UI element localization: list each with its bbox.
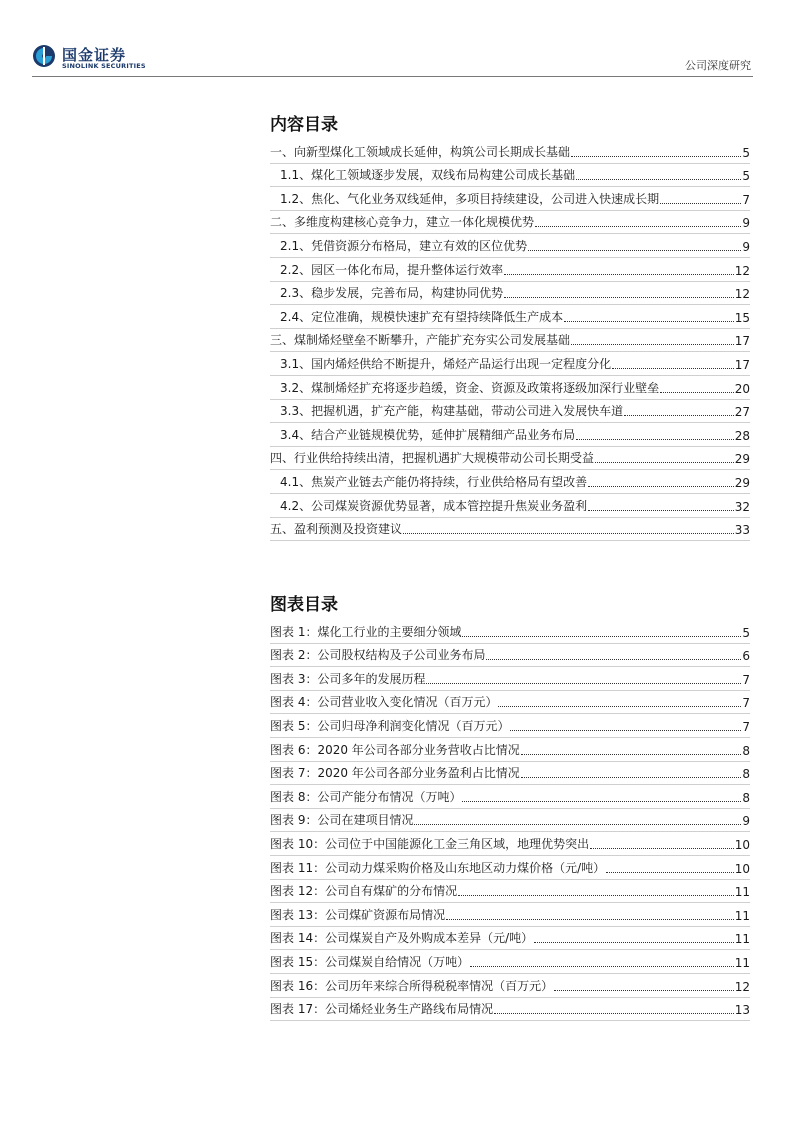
figure-entry-title: 公司煤炭自给情况（万吨） [325, 954, 470, 969]
brand-name-cn: 国金证券 [62, 46, 127, 64]
toc-section [270, 110, 750, 541]
toc-entry-title: 1.2、焦化、气化业务双线延伸，多项目持续建设，公司进入快速成长期 [280, 191, 660, 206]
toc-entry-title: 2.3、稳步发展，完善布局，构建协同优势 [280, 286, 504, 301]
toc-entry-page: 15 [734, 310, 750, 325]
toc-entry-page: 27 [734, 405, 750, 420]
figure-entry-label: 图表 5： [270, 718, 318, 733]
figure-entry[interactable] [270, 667, 750, 691]
figure-entry-page: 9 [742, 814, 750, 829]
toc-entry-page: 12 [734, 287, 750, 302]
toc-entry-title: 4.1、焦炭产业链去产能仍将持续，行业供给格局有望改善 [280, 474, 588, 489]
dot-leader [554, 990, 734, 991]
dot-leader [498, 706, 741, 707]
figure-entry[interactable] [270, 832, 750, 856]
figure-entry-page: 11 [734, 932, 750, 947]
figure-entry-page: 11 [734, 955, 750, 970]
toc-entry-title: 3.2、煤制烯烃扩充将逐步趋缓，资金、资源及政策将逐级加深行业壁垒 [280, 380, 660, 395]
dot-leader [504, 274, 734, 275]
dot-leader [571, 156, 741, 157]
figure-entry-page: 11 [734, 908, 750, 923]
toc-entry[interactable] [270, 234, 750, 258]
toc-list [270, 140, 750, 541]
figure-entry[interactable] [270, 927, 750, 951]
toc-entry[interactable] [270, 140, 750, 164]
figure-entry[interactable] [270, 998, 750, 1022]
toc-entry-title: 2.4、定位准确，规模快速扩充有望持续降低生产成本 [280, 309, 564, 324]
toc-entry[interactable] [270, 258, 750, 282]
figure-entry-title: 公司煤炭自产及外购成本差异（元/吨） [325, 931, 534, 946]
toc-entry-page: 12 [734, 263, 750, 278]
brand-name-en: SINOLINK SECURITIES [62, 62, 146, 70]
figure-entry[interactable] [270, 809, 750, 833]
figure-entry-title: 公司归母净利润变化情况（百万元） [317, 718, 510, 733]
figure-entry[interactable] [270, 762, 750, 786]
figure-entry-title: 公司动力煤采购价格及山东地区动力煤价格（元/吨） [325, 860, 606, 875]
figure-entry-page: 12 [734, 979, 750, 994]
dot-leader [403, 533, 734, 534]
figure-entry-label: 图表 13： [270, 907, 326, 922]
toc-entry[interactable] [270, 164, 750, 188]
figure-entry-page: 8 [742, 743, 750, 758]
toc-entry-title: 2.1、凭借资源分布格局，建立有效的区位优势 [280, 238, 528, 253]
figure-entry-label: 图表 15： [270, 954, 326, 969]
toc-entry-title: 二、多维度构建核心竞争力，建立一体化规模优势 [270, 215, 535, 230]
figure-entry[interactable] [270, 714, 750, 738]
figure-entry-title: 公司位于中国能源化工金三角区域，地理优势突出 [325, 836, 590, 851]
figure-entry-page: 13 [734, 1003, 750, 1018]
toc-entry-title: 四、行业供给持续出清，把握机遇扩大规模带动公司长期受益 [270, 451, 595, 466]
toc-entry[interactable] [270, 400, 750, 424]
toc-entry[interactable] [270, 423, 750, 447]
figure-entry-label: 图表 17： [270, 1002, 326, 1017]
figures-list [270, 620, 750, 1021]
dot-leader [504, 297, 734, 298]
sinolink-logo-icon [32, 44, 56, 68]
figures-section [270, 590, 750, 1021]
figure-entry-page: 10 [734, 837, 750, 852]
dot-leader [462, 636, 741, 637]
figure-entry-page: 7 [742, 672, 750, 687]
dot-leader [414, 824, 741, 825]
dot-leader [576, 179, 741, 180]
figure-entry-page: 6 [742, 649, 750, 664]
toc-title: 内容目录 [270, 115, 338, 135]
toc-entry[interactable] [270, 447, 750, 471]
figure-entry[interactable] [270, 620, 750, 644]
dot-leader [446, 919, 734, 920]
toc-entry[interactable] [270, 494, 750, 518]
figure-entry-label: 图表 1： [270, 624, 318, 639]
dot-leader [534, 942, 734, 943]
dot-leader [576, 439, 734, 440]
figure-entry-label: 图表 10： [270, 836, 326, 851]
toc-entry-page: 33 [734, 523, 750, 538]
dot-leader [624, 415, 734, 416]
toc-entry[interactable] [270, 211, 750, 235]
figure-entry-page: 8 [742, 790, 750, 805]
figure-entry-label: 图表 9： [270, 813, 318, 828]
figure-entry[interactable] [270, 691, 750, 715]
toc-entry-title: 一、向新型煤化工领域成长延伸，构筑公司长期成长基础 [270, 144, 571, 159]
dot-leader [486, 659, 741, 660]
dot-leader [462, 801, 741, 802]
dot-leader [660, 203, 741, 204]
figures-title: 图表目录 [270, 595, 338, 615]
toc-entry[interactable] [270, 282, 750, 306]
toc-entry[interactable] [270, 329, 750, 353]
toc-entry-page: 32 [734, 499, 750, 514]
toc-entry-page: 9 [742, 216, 750, 231]
dot-leader [588, 486, 734, 487]
dot-leader [571, 344, 734, 345]
dot-leader [494, 1013, 734, 1014]
figure-entry-label: 图表 14： [270, 931, 326, 946]
figure-entry[interactable] [270, 903, 750, 927]
figure-entry[interactable] [270, 950, 750, 974]
toc-entry-page: 28 [734, 428, 750, 443]
figure-entry-title: 2020 年公司各部分业务营收占比情况 [317, 742, 520, 757]
dot-leader [564, 321, 734, 322]
figure-entry[interactable] [270, 785, 750, 809]
sinolink-logo [32, 44, 162, 74]
header-divider [32, 76, 753, 77]
toc-entry-page: 7 [742, 192, 750, 207]
figure-entry-label: 图表 2： [270, 648, 318, 663]
toc-entry[interactable] [270, 187, 750, 211]
figure-entry[interactable] [270, 880, 750, 904]
figure-entry-label: 图表 16： [270, 978, 326, 993]
figure-entry-page: 7 [742, 696, 750, 711]
toc-entry-page: 20 [734, 381, 750, 396]
dot-leader [535, 226, 741, 227]
toc-entry-page: 5 [742, 145, 750, 160]
figure-entry-title: 公司股权结构及子公司业务布局 [317, 648, 486, 663]
dot-leader [660, 392, 734, 393]
figure-entry-label: 图表 3： [270, 671, 318, 686]
toc-entry-title: 3.1、国内烯烃供给不断提升，烯烃产品运行出现一定程度分化 [280, 356, 612, 371]
dot-leader [458, 895, 734, 896]
figure-entry-page: 8 [742, 767, 750, 782]
toc-entry-title: 3.4、结合产业链规模优势，延伸扩展精细产品业务布局 [280, 427, 576, 442]
figure-entry-title: 公司烯烃业务生产路线布局情况 [325, 1002, 494, 1017]
toc-entry-title: 五、盈利预测及投资建议 [270, 522, 403, 537]
figure-entry-title: 公司自有煤矿的分布情况 [325, 884, 458, 899]
figure-entry-title: 公司营业收入变化情况（百万元） [317, 695, 498, 710]
figure-entry[interactable] [270, 644, 750, 668]
toc-entry-page: 29 [734, 475, 750, 490]
toc-entry[interactable] [270, 470, 750, 494]
figure-entry-label: 图表 8： [270, 789, 318, 804]
toc-entry[interactable] [270, 518, 750, 542]
figure-entry[interactable] [270, 738, 750, 762]
toc-entry[interactable] [270, 352, 750, 376]
figure-entry-title: 煤化工行业的主要细分领域 [317, 624, 462, 639]
figure-entry-label: 图表 11： [270, 860, 326, 875]
figure-entry[interactable] [270, 974, 750, 998]
dot-leader [521, 754, 742, 755]
dot-leader [606, 872, 734, 873]
report-type-label: 公司深度研究 [685, 59, 751, 72]
figure-entry-title: 公司煤矿资源布局情况 [325, 907, 446, 922]
dot-leader [470, 966, 734, 967]
figure-entry-title: 公司在建项目情况 [317, 813, 414, 828]
toc-entry-page: 17 [734, 357, 750, 372]
figure-entry-title: 公司产能分布情况（万吨） [317, 789, 462, 804]
toc-entry[interactable] [270, 305, 750, 329]
dot-leader [528, 250, 741, 251]
dot-leader [588, 510, 734, 511]
dot-leader [590, 848, 734, 849]
figure-entry-page: 11 [734, 885, 750, 900]
toc-entry-page: 29 [734, 452, 750, 467]
toc-entry-title: 2.2、园区一体化布局，提升整体运行效率 [280, 262, 504, 277]
figure-entry-title: 公司历年来综合所得税税率情况（百万元） [325, 978, 554, 993]
figure-entry-page: 10 [734, 861, 750, 876]
figure-entry-label: 图表 6： [270, 742, 318, 757]
dot-leader [521, 777, 742, 778]
toc-entry-title: 3.3、把握机遇，扩充产能，构建基础，带动公司进入发展快车道 [280, 404, 624, 419]
dot-leader [510, 730, 741, 731]
toc-entry-title: 1.1、煤化工领域逐步发展，双线布局构建公司成长基础 [280, 168, 576, 183]
toc-entry-page: 17 [734, 334, 750, 349]
figure-entry[interactable] [270, 856, 750, 880]
figure-entry-page: 5 [742, 625, 750, 640]
figure-entry-label: 图表 12： [270, 884, 326, 899]
figure-entry-title: 公司多年的发展历程 [317, 671, 426, 686]
toc-entry-title: 4.2、公司煤炭资源优势显著，成本管控提升焦炭业务盈利 [280, 498, 588, 513]
dot-leader [612, 368, 734, 369]
toc-entry-title: 三、煤制烯烃壁垒不断攀升，产能扩充夯实公司发展基础 [270, 333, 571, 348]
figure-entry-title: 2020 年公司各部分业务盈利占比情况 [317, 766, 520, 781]
toc-entry-page: 9 [742, 239, 750, 254]
figure-entry-label: 图表 4： [270, 695, 318, 710]
dot-leader [426, 683, 741, 684]
figure-entry-page: 7 [742, 719, 750, 734]
toc-entry-page: 5 [742, 169, 750, 184]
toc-entry[interactable] [270, 376, 750, 400]
dot-leader [595, 462, 734, 463]
figure-entry-label: 图表 7： [270, 766, 318, 781]
